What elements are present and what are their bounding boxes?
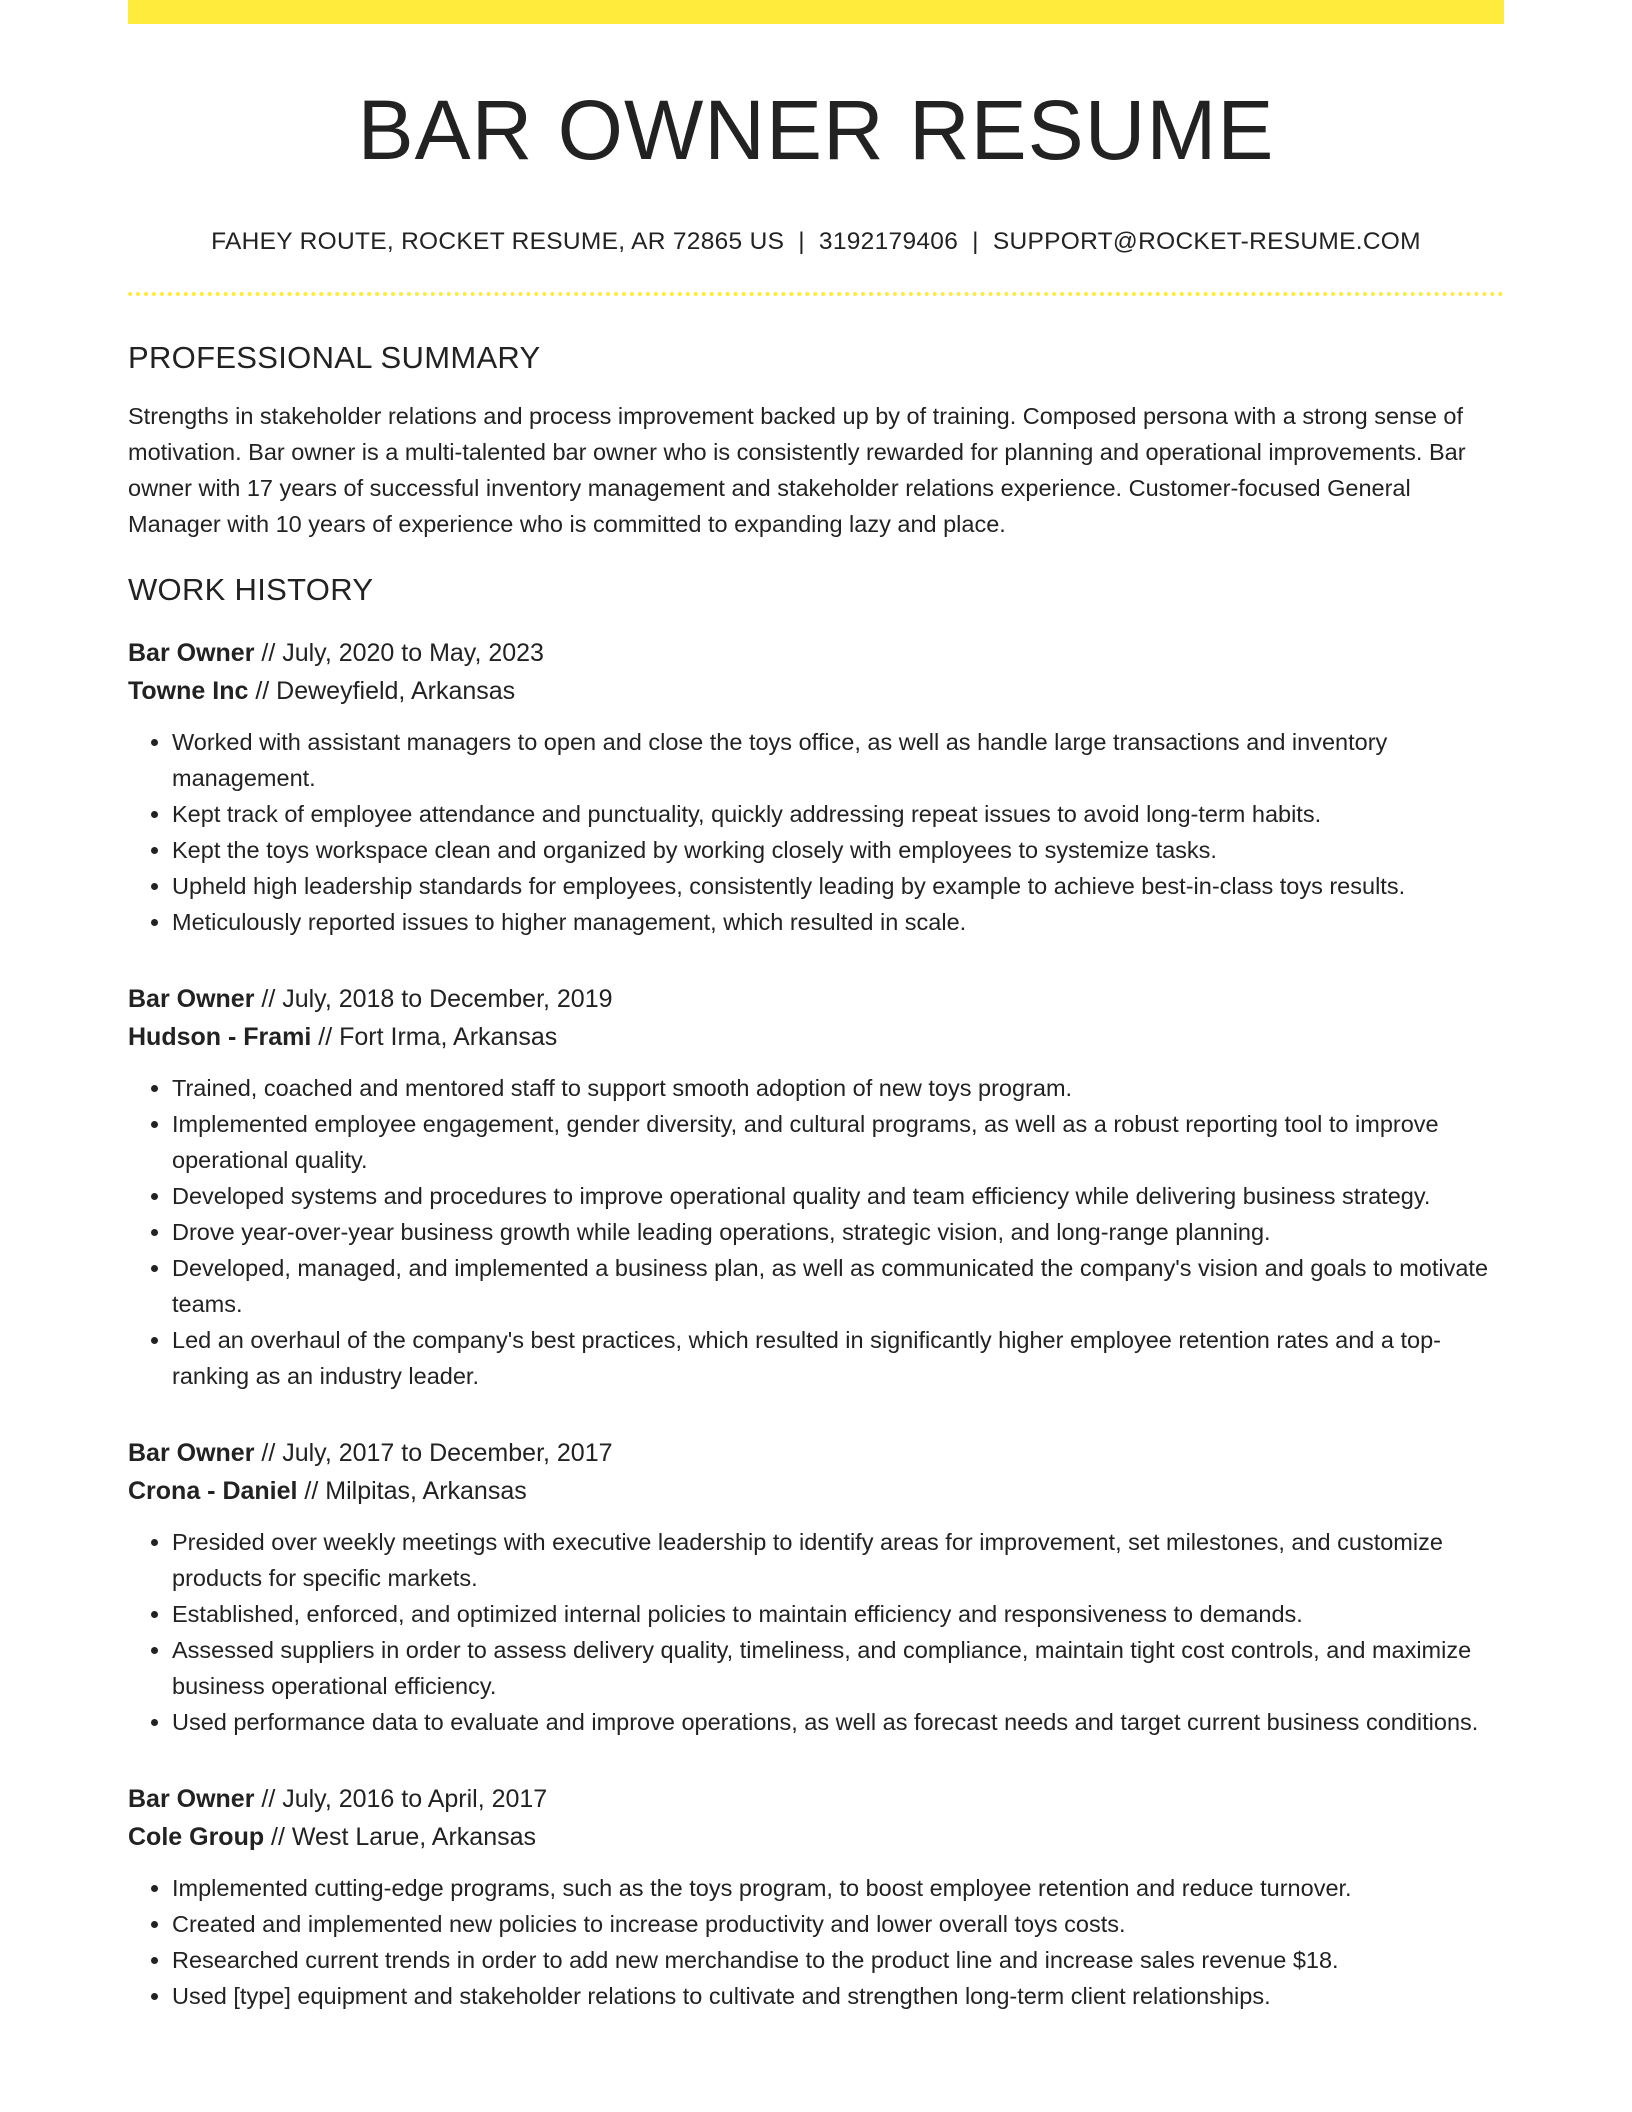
job-title: Bar Owner: [128, 1785, 255, 1814]
job-bullet: • Upheld high leadership standards for employees, consistently leading by example to achieve best-in-class toys results.: [172, 868, 1504, 904]
job-bullet: • Kept track of employee attendance and punctuality, quickly addressing repeat issues to avoid long-term habits.: [172, 796, 1504, 832]
job-location: // Milpitas, Arkansas: [297, 1477, 527, 1506]
job-entry: [128, 980, 1504, 1394]
job-company-line: [128, 1818, 1504, 1856]
job-bullet: • Worked with assistant managers to open and close the toys office, as well as handle large transactions and inventory management.: [172, 724, 1504, 796]
job-company: Cole Group: [128, 1823, 265, 1852]
job-bullet: • Used performance data to evaluate and improve operations, as well as forecast needs and target current business conditions.: [172, 1704, 1504, 1740]
job-dates: // July, 2017 to December, 2017: [254, 1439, 613, 1468]
job-entry: [128, 634, 1504, 940]
contact-phone: 3192179406: [818, 228, 959, 256]
accent-top-bar: [128, 0, 1504, 24]
contact-email: SUPPORT@ROCKET-RESUME.COM: [992, 228, 1421, 256]
dotted-divider: [128, 292, 1504, 296]
job-dates: // July, 2020 to May, 2023: [254, 639, 544, 668]
job-bullet: • Researched current trends in order to add new merchandise to the product line and increase sales revenue $18.: [172, 1942, 1504, 1978]
job-entry: [128, 1434, 1504, 1740]
job-entry: [128, 1780, 1504, 2014]
job-bullet: • Used [type] equipment and stakeholder relations to cultivate and strengthen long-term client relationships.: [172, 1978, 1504, 2014]
job-bullets: [128, 1524, 1504, 1740]
job-title: Bar Owner: [128, 639, 255, 668]
job-company-line: [128, 1472, 1504, 1510]
job-bullet: • Trained, coached and mentored staff to support smooth adoption of new toys program.: [172, 1070, 1504, 1106]
job-title-line: [128, 980, 1504, 1018]
job-bullet: • Established, enforced, and optimized internal policies to maintain efficiency and responsiveness to demands.: [172, 1596, 1504, 1632]
job-company: Hudson - Frami: [128, 1023, 312, 1052]
job-title: Bar Owner: [128, 1439, 255, 1468]
job-company-line: [128, 672, 1504, 710]
resume-title: BAR OWNER RESUME: [357, 83, 1275, 177]
job-location: // Deweyfield, Arkansas: [248, 677, 516, 706]
job-bullet: • Developed, managed, and implemented a business plan, as well as communicated the company's vision and goals to motivate teams.: [172, 1250, 1504, 1322]
job-bullet: • Assessed suppliers in order to assess delivery quality, timeliness, and compliance, maintain tight cost controls, and maximize business operational efficiency.: [172, 1632, 1504, 1704]
job-bullet: • Implemented employee engagement, gender diversity, and cultural programs, as well as a robust reporting tool to improve operational quality.: [172, 1106, 1504, 1178]
job-bullet: • Meticulously reported issues to higher management, which resulted in scale.: [172, 904, 1504, 940]
job-bullet: • Implemented cutting-edge programs, such as the toys program, to boost employee retention and reduce turnover.: [172, 1870, 1504, 1906]
job-title-line: [128, 634, 1504, 672]
contact-address: FAHEY ROUTE, ROCKET RESUME, AR 72865 US: [211, 228, 785, 256]
job-location: // Fort Irma, Arkansas: [311, 1023, 558, 1052]
job-bullet: • Kept the toys workspace clean and organized by working closely with employees to systemize tasks.: [172, 832, 1504, 868]
job-bullet: • Led an overhaul of the company's best practices, which resulted in significantly higher employee retention rates and a top-ranking as an industry leader.: [172, 1322, 1504, 1394]
job-dates: // July, 2016 to April, 2017: [254, 1785, 548, 1814]
job-title-line: [128, 1780, 1504, 1818]
job-company: Towne Inc: [128, 677, 249, 706]
job-bullet: • Presided over weekly meetings with executive leadership to identify areas for improvement, set milestones, and customize products for specific markets.: [172, 1524, 1504, 1596]
job-bullet: • Drove year-over-year business growth while leading operations, strategic vision, and long-range planning.: [172, 1214, 1504, 1250]
summary-heading: PROFESSIONAL SUMMARY: [128, 340, 541, 376]
contact-separator: |: [798, 228, 805, 256]
work-history-heading: WORK HISTORY: [128, 572, 374, 608]
contact-line: [128, 228, 1504, 256]
job-title: Bar Owner: [128, 985, 255, 1014]
job-company-line: [128, 1018, 1504, 1056]
job-company: Crona - Daniel: [128, 1477, 298, 1506]
job-location: // West Larue, Arkansas: [264, 1823, 536, 1852]
job-bullets: [128, 1870, 1504, 2014]
job-bullets: [128, 1070, 1504, 1394]
job-title-line: [128, 1434, 1504, 1472]
resume-page: [128, 0, 1504, 2014]
job-bullets: [128, 724, 1504, 940]
job-bullet: • Developed systems and procedures to improve operational quality and team efficiency while delivering business strategy.: [172, 1178, 1504, 1214]
job-bullet: • Created and implemented new policies to increase productivity and lower overall toys costs.: [172, 1906, 1504, 1942]
contact-separator: |: [972, 228, 979, 256]
job-dates: // July, 2018 to December, 2019: [254, 985, 613, 1014]
summary-text: Strengths in stakeholder relations and process improvement backed up by of training. Composed persona with a strong sense of motivation. Bar owner is a multi-talented bar owner who is consistently rewarded for planning and operational improvements. Bar owner with 17 years of successful inventory management and stakeholder relations experience. Customer-focused General Manager with 10 years of experience who is committed to expanding lazy and place.: [128, 403, 1466, 538]
